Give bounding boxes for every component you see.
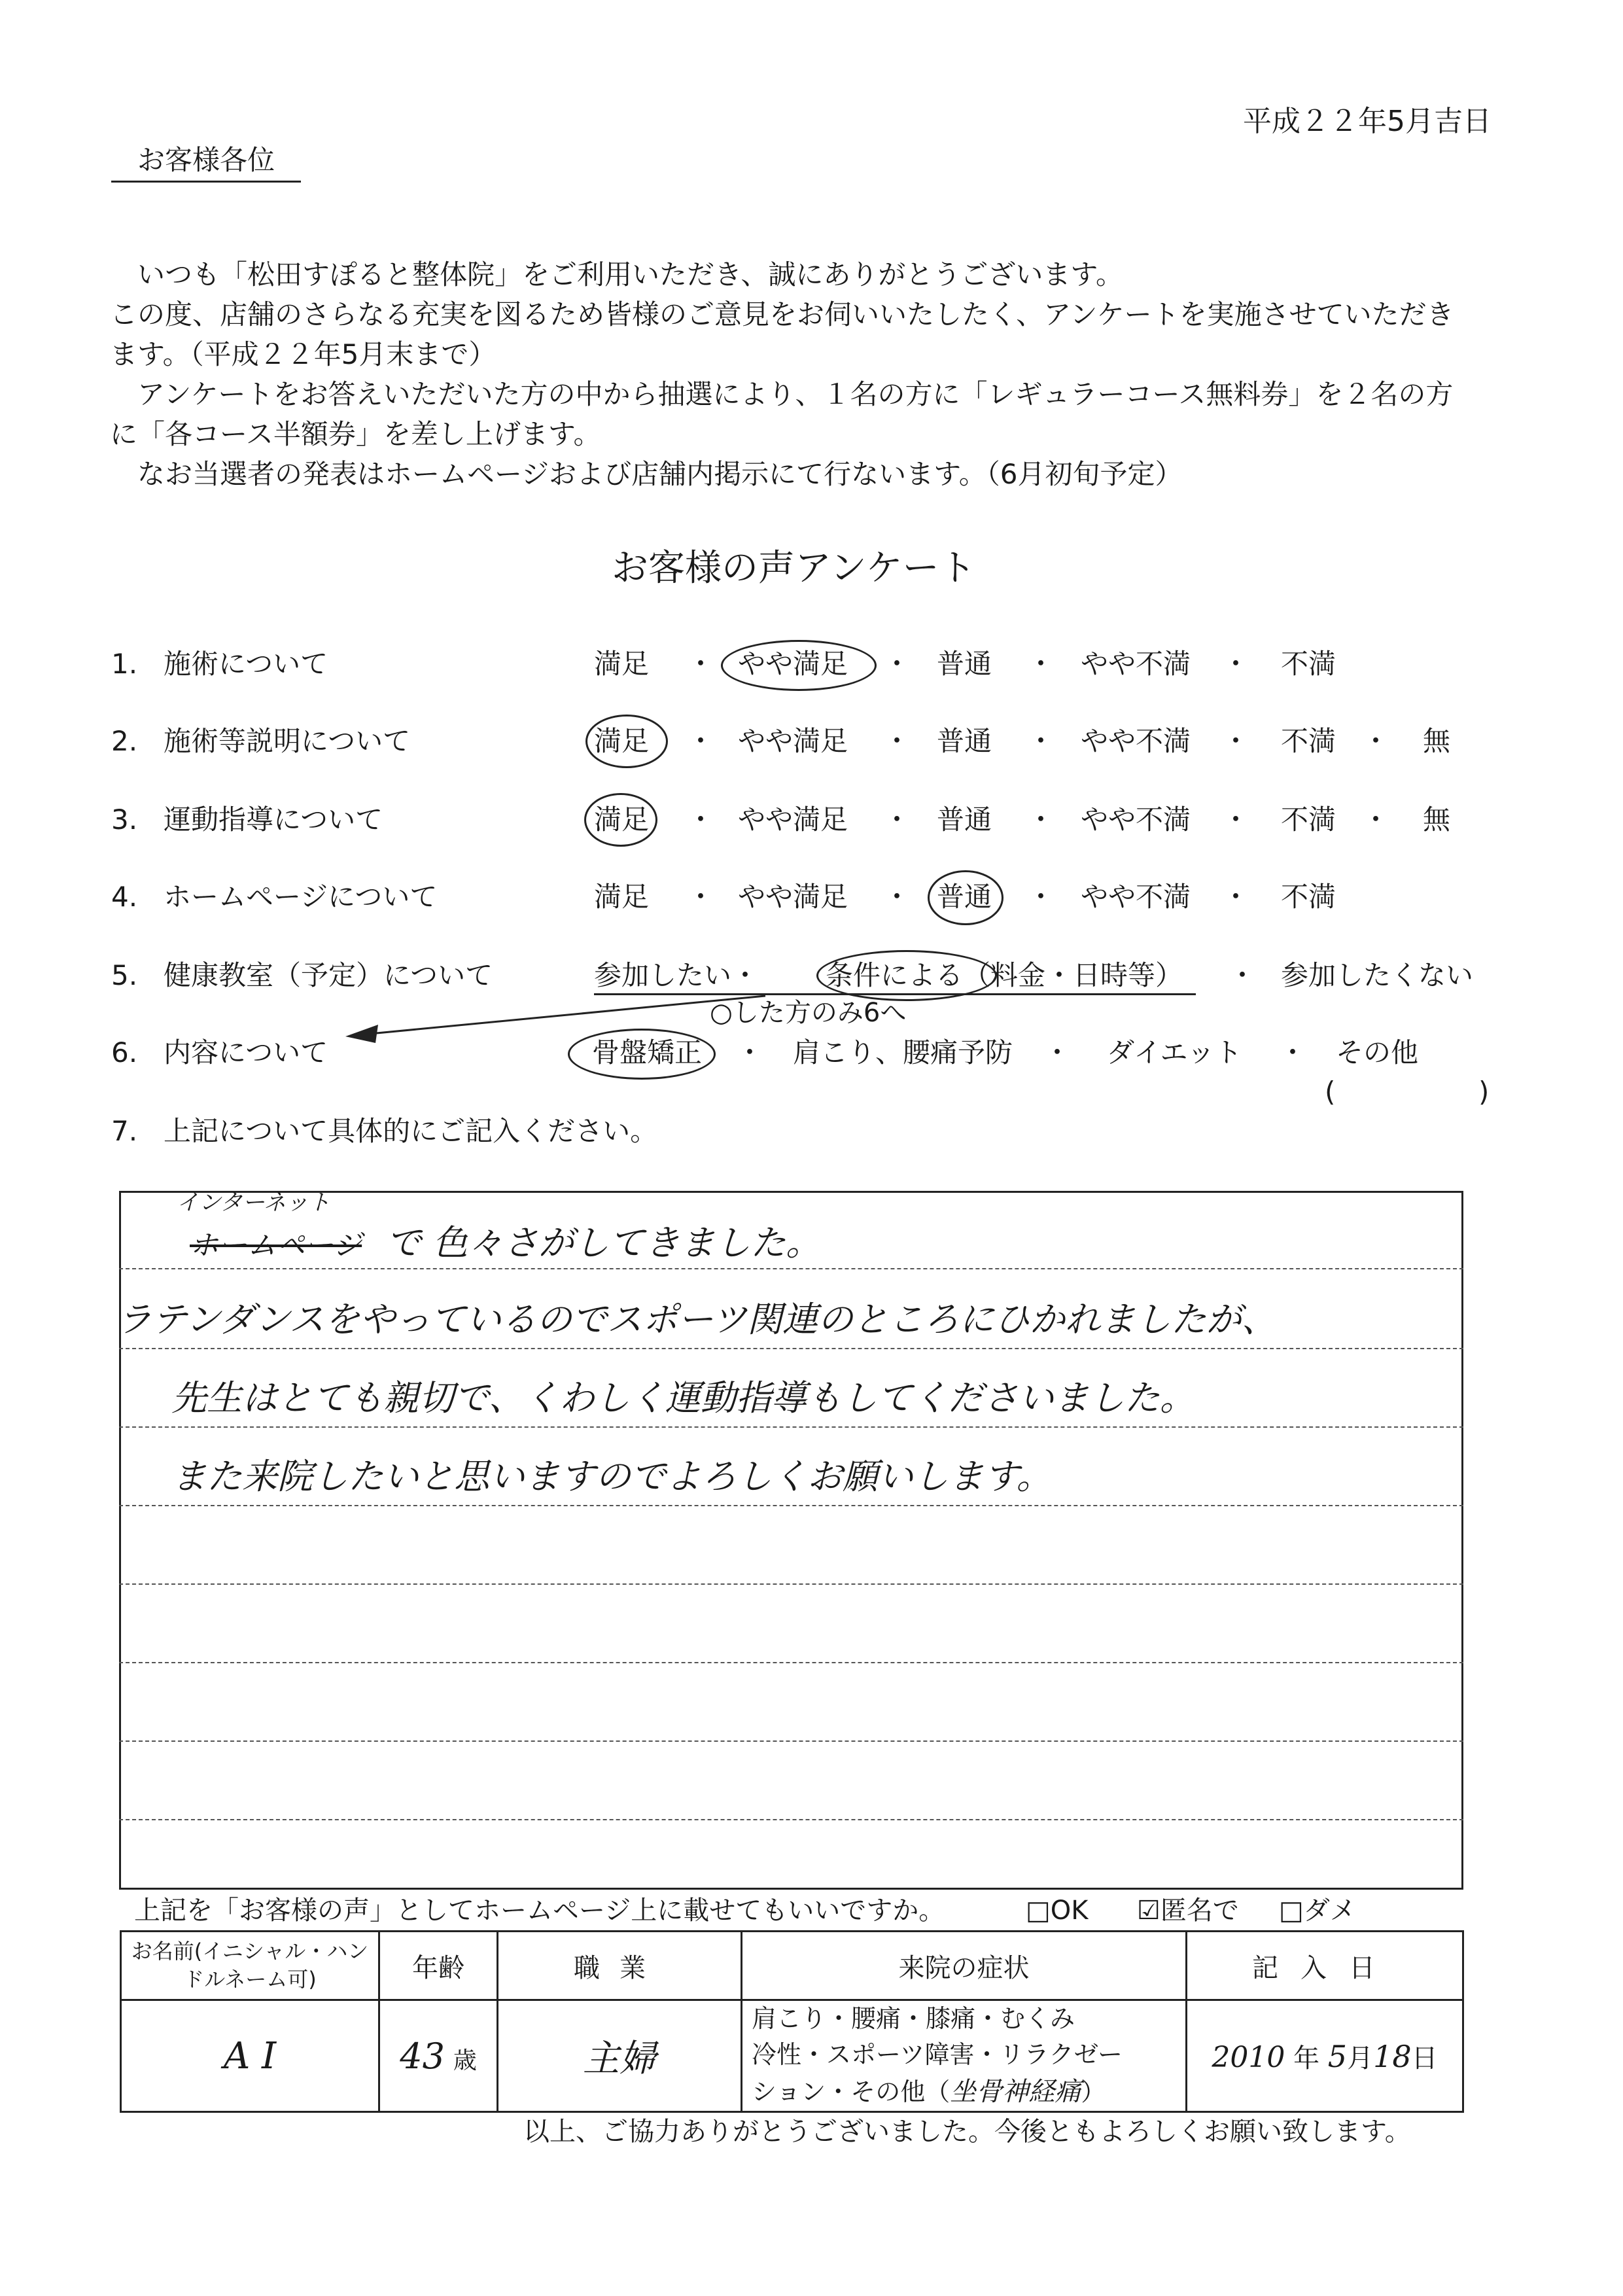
- option-somewhat-dissatisfied[interactable]: やや不満: [1081, 725, 1191, 757]
- comment-line: で 色々さがしてきました。: [386, 1222, 822, 1263]
- separator-dot: ・: [1362, 725, 1390, 757]
- option-none[interactable]: 無: [1423, 725, 1451, 757]
- option-somewhat-dissatisfied[interactable]: やや不満: [1081, 804, 1191, 836]
- question-number: 3.: [111, 804, 138, 836]
- option-other[interactable]: その他: [1336, 1036, 1419, 1069]
- age-unit: 歳: [453, 2047, 477, 2074]
- option-want-to-join[interactable]: 参加したい: [594, 959, 732, 991]
- symptoms-cell[interactable]: [742, 2000, 1187, 2112]
- question-number: 5.: [111, 959, 138, 991]
- separator-dot: ・: [1027, 804, 1055, 836]
- comment-rule: [119, 1426, 1463, 1428]
- option-depends-on-conditions[interactable]: 条件による（料金・日時等）: [826, 959, 1183, 991]
- option-dissatisfied[interactable]: 不満: [1281, 881, 1336, 913]
- option-somewhat-satisfied[interactable]: やや満足: [738, 725, 848, 757]
- option-somewhat-satisfied[interactable]: やや満足: [738, 648, 848, 680]
- option-neutral[interactable]: 普通: [937, 881, 992, 913]
- symptom-line: 冷性・スポーツ障害・リラクゼー: [752, 2040, 1123, 2070]
- intro-line: いつも「松田すぽると整体院」をご利用いただき、誠にありがとうございます。: [137, 258, 1123, 291]
- option-satisfied[interactable]: 満足: [594, 725, 650, 757]
- separator-dot: ・: [1222, 881, 1250, 913]
- comment-rule: [119, 1348, 1463, 1349]
- comment-line: 先生はとても親切で、くわしく運動指導もしてくださいました。: [171, 1377, 1195, 1419]
- separator-dot: ・: [883, 725, 911, 757]
- permission-question: 上記を「お客様の声」としてホームページ上に載せてもいいですか。: [134, 1896, 945, 1926]
- option-pelvic-correction[interactable]: 骨盤矯正: [592, 1036, 703, 1069]
- option-dissatisfied[interactable]: 不満: [1281, 648, 1336, 680]
- separator-dot: ・: [1222, 804, 1250, 836]
- separator-dot: ・: [687, 725, 715, 757]
- question-label: ホームページについて: [164, 881, 438, 913]
- age-value: 43: [400, 2035, 445, 2077]
- option-diet[interactable]: ダイエット: [1107, 1036, 1242, 1069]
- intro-line: この度、店舗のさらなる充実を図るため皆様のご意見をお伺いいたしたく、アンケートを実施させていただき: [110, 298, 1454, 330]
- separator-dot: ・: [687, 804, 715, 836]
- comment-struck-text: ホームページ: [190, 1229, 362, 1262]
- separator-dot: ・: [883, 881, 911, 913]
- question-label: 施術等説明について: [164, 725, 411, 757]
- occupation-value: 主婦: [583, 2038, 656, 2081]
- option-dissatisfied[interactable]: 不満: [1281, 804, 1336, 836]
- question-number: 4.: [111, 881, 138, 913]
- option-somewhat-dissatisfied[interactable]: やや不満: [1081, 648, 1191, 680]
- name-cell[interactable]: [121, 2000, 379, 2112]
- question-label: 健康教室（予定）について: [164, 959, 493, 991]
- intro-line: なお当選者の発表はホームページおよび店舗内掲示にて行ないます。（6月初旬予定）: [137, 458, 1183, 490]
- document-date: 平成２２年5月吉日: [1243, 105, 1492, 138]
- age-cell[interactable]: [379, 2000, 498, 2112]
- question-number: 7.: [111, 1115, 138, 1147]
- option-satisfied[interactable]: 満足: [594, 648, 650, 680]
- question-label: 内容について: [164, 1036, 328, 1069]
- option-somewhat-dissatisfied[interactable]: やや不満: [1081, 881, 1191, 913]
- option-dissatisfied[interactable]: 不満: [1281, 725, 1336, 757]
- separator-dot: ・: [1027, 648, 1055, 680]
- separator-dot: ・: [1043, 1036, 1072, 1069]
- comment-rule: [119, 1740, 1463, 1742]
- comment-rule: [119, 1268, 1463, 1269]
- comment-rule: [119, 1662, 1463, 1663]
- separator-dot: ・: [1279, 1036, 1307, 1069]
- separator-dot: ・: [736, 1036, 764, 1069]
- separator-dot: ・: [1229, 959, 1257, 991]
- separator-dot: ・: [883, 804, 911, 836]
- option-satisfied[interactable]: 満足: [594, 804, 650, 836]
- option-somewhat-satisfied[interactable]: やや満足: [738, 804, 848, 836]
- comment-rule: [119, 1819, 1463, 1820]
- option-do-not-want-to-join[interactable]: 参加したくない: [1281, 959, 1474, 991]
- comment-line: また来院したいと思いますのでよろしくお願いします。: [171, 1456, 1052, 1497]
- comment-line: ラテンダンスをやっているのでスポーツ関連のところにひかれましたが、: [116, 1299, 1277, 1340]
- option-neutral[interactable]: 普通: [937, 725, 992, 757]
- option-neutral[interactable]: 普通: [937, 804, 992, 836]
- comment-rule: [119, 1505, 1463, 1506]
- separator-dot: ・: [687, 881, 715, 913]
- other-paren-open: (: [1325, 1076, 1336, 1108]
- permission-anonymous-checkbox[interactable]: ☑匿名で: [1137, 1896, 1239, 1926]
- symptom-line: 肩こり・腰痛・膝痛・むくみ: [752, 2004, 1075, 2033]
- header-entry-date: 記入日: [1187, 1932, 1463, 2000]
- option-somewhat-satisfied[interactable]: やや満足: [738, 881, 848, 913]
- option-neutral[interactable]: 普通: [937, 648, 992, 680]
- header-symptoms: 来院の症状: [742, 1932, 1187, 2000]
- separator-dot: ・: [1027, 725, 1055, 757]
- separator-dot: ・: [1027, 881, 1055, 913]
- selection-circle: [568, 1029, 716, 1080]
- intro-line: アンケートをお答えいただいた方の中から抽選により、１名の方に「レギュラーコース無料券」を２名の方: [137, 378, 1454, 410]
- separator-dot: ・: [1362, 804, 1390, 836]
- name-value: A I: [223, 2034, 277, 2077]
- comment-rule: [119, 1583, 1463, 1585]
- option-stiff-shoulder-back-pain[interactable]: 肩こり、腰痛予防: [793, 1036, 1013, 1069]
- question-label: 上記について具体的にご記入ください。: [164, 1115, 658, 1147]
- symptom-line: ション・その他（坐骨神経痛）: [752, 2077, 1106, 2108]
- info-table: [120, 1930, 1464, 2113]
- footer-thanks: 以上、ご協力ありがとうございました。今後ともよろしくお願い致します。: [523, 2117, 1411, 2147]
- separator-dot: ・: [687, 648, 715, 680]
- entry-date-cell[interactable]: 2010 年 5月18日: [1187, 2000, 1463, 2112]
- q5-note: ○した方のみ6へ: [710, 998, 907, 1028]
- question-label: 運動指導について: [164, 804, 383, 836]
- separator-dot: ・: [1222, 725, 1250, 757]
- separator-dot: ・: [731, 959, 759, 991]
- question-label: 施術について: [164, 648, 328, 680]
- header-name: お名前(イニシャル・ハンドルネーム可): [121, 1932, 379, 2000]
- header-occupation: 職業: [498, 1932, 742, 2000]
- comment-box[interactable]: [119, 1191, 1463, 1890]
- question-number: 2.: [111, 725, 138, 757]
- addressee: お客様各位: [111, 144, 301, 183]
- occupation-cell[interactable]: [498, 2000, 742, 2112]
- question-number: 1.: [111, 648, 138, 680]
- other-paren-close: ): [1478, 1076, 1490, 1108]
- permission-ok-checkbox[interactable]: □OK: [1026, 1896, 1089, 1926]
- survey-title: お客様の声アンケート: [612, 547, 976, 590]
- header-age: 年齢: [379, 1932, 498, 2000]
- comment-annotation: インターネット: [177, 1190, 330, 1216]
- option-satisfied[interactable]: 満足: [594, 881, 650, 913]
- option-none[interactable]: 無: [1423, 804, 1451, 836]
- separator-dot: ・: [883, 648, 911, 680]
- permission-no-checkbox[interactable]: □ダメ: [1279, 1896, 1356, 1926]
- intro-line: ます。（平成２２年5月末まで）: [110, 338, 497, 370]
- separator-dot: ・: [1222, 648, 1250, 680]
- question-number: 6.: [111, 1036, 138, 1069]
- intro-line: に「各コース半額券」を差し上げます。: [110, 418, 601, 450]
- symptom-other-value: 坐骨神経痛: [950, 2077, 1081, 2108]
